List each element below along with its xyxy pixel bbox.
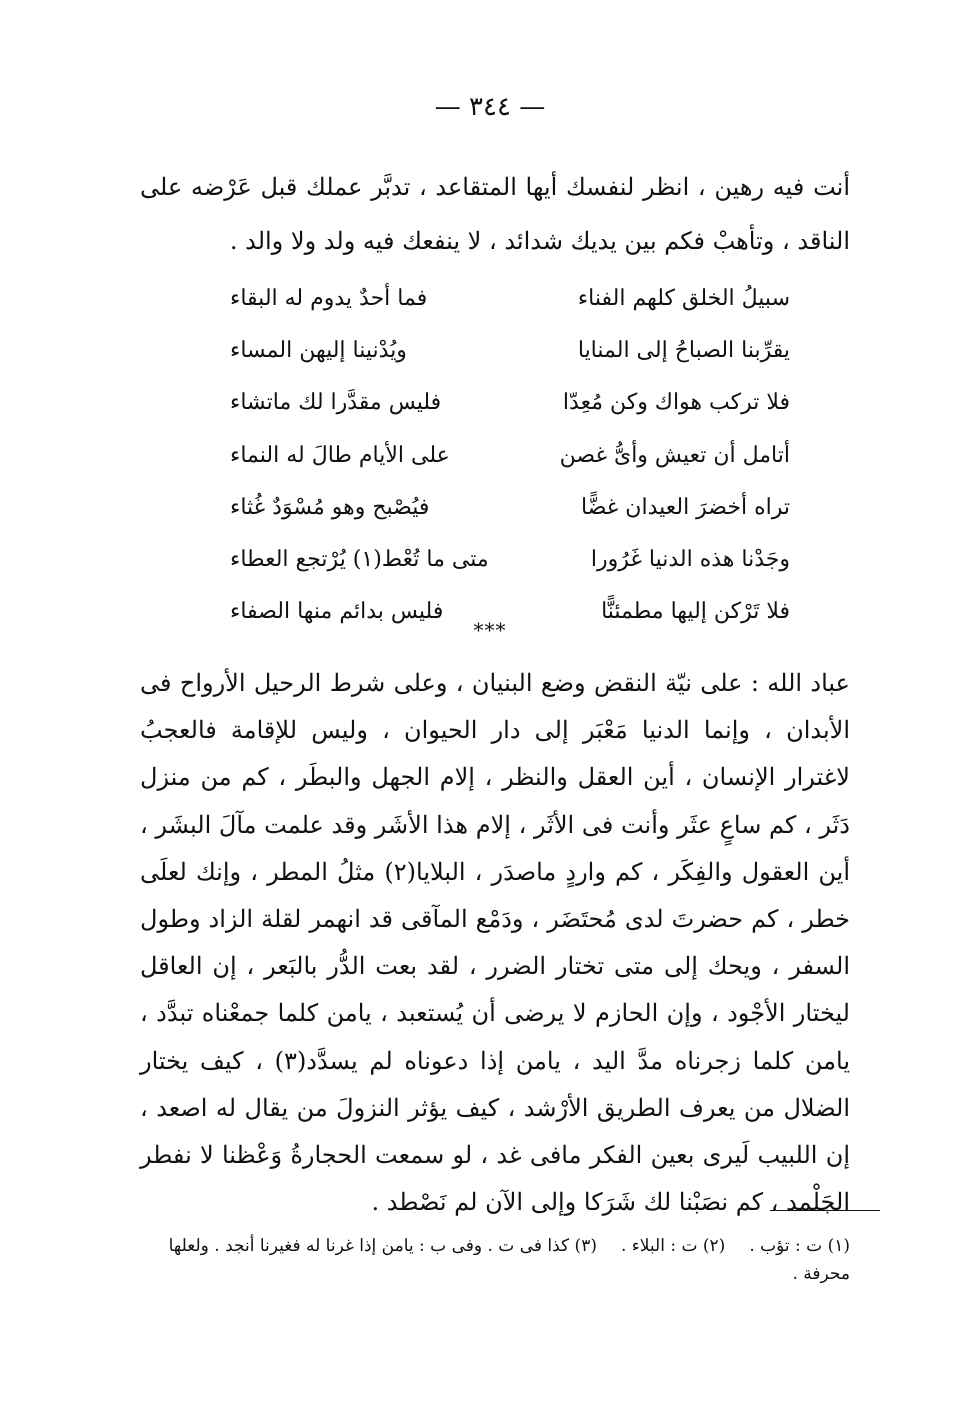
verse-second-hemistich: فما أحدٌ يدوم له البقاء xyxy=(230,285,428,311)
poem-verse xyxy=(230,533,790,585)
poem-verse xyxy=(230,481,790,533)
sermon-paragraph xyxy=(140,660,850,1226)
verse-second-hemistich: فليس مقدَّرا لك ماتشاء xyxy=(230,390,442,416)
verse-first-hemistich: يقرِّبنا الصباحُ إلى المنايا xyxy=(577,337,790,363)
poem-verse xyxy=(230,272,790,324)
verse-first-hemistich: أتامل أن تعيش وأىُّ غصن xyxy=(559,442,790,468)
poem xyxy=(230,272,790,638)
sermon-text: عباد الله : على نيّة النقض وضع البنيان ، وعلى شرط الرحيل الأرواح فى الأبدان ، وإنما الدنيا مَعْبَر إلى دار الحيوان ، وليس للإقامة فالعجبُ لاغترار الإنسان ، أين العقل والنظر ، إلام الجهل والبطَر ، كم من منزل دَثَر ، كم ساعٍ عثَر وأنت فى الأثَر ، إلام هذا الأشَر وقد علمت مآلَ البشَر ، أين العقول والفِكَر ، كم واردٍ ماصدَر ، البلايا(٢) مثلُ المطر ، وإنك لعلَى خطر ، كم حضرتَ لدى مُحتَضَر ، ودَمْع المآقى قد انهمر لقلة الزاد وطول السفر ، ويحك إلى متى تختار الضرر ، لقد بعت الدُّر بالبَعر ، إن العاقل ليختار الأجْود ، وإن الحازم لا يرضى أن يُستعبد ، يامن كلما جمعْناه تبدَّد ، يامن كلما زجرناه مدَّ اليد ، يامن إذا دعوناه لم يسدَّد(٣) ، كيف يختار الضلال من يعرف الطريق الأرْشد ، كيف يؤثر النزولَ من يقال له اصعد ، إن اللبيب لَيرى بعين الفكر مافى غد ، لو سمعت الحجارةُ وَعْظنا لا نفطر الجَلْمد ، كم نصَبْنا لك شَرَكا وإلى الآن لم نَصْطد . xyxy=(140,669,851,1217)
poem-verse xyxy=(230,429,790,481)
verse-second-hemistich: فليس بدائم منها الصفاء xyxy=(230,599,444,625)
footnote-3: (٣) كذا فى ت . وفى ب : يامن إذا غرنا له فغيرنا أنجد . ولعلها محرفة . xyxy=(168,1236,850,1284)
verse-second-hemistich: متى ما تُعْط(١) يُرْتجع العطاء xyxy=(230,547,489,573)
verse-first-hemistich: فلا تَرْكن إليها مطمئنًّا xyxy=(601,599,790,625)
footnotes xyxy=(130,1232,850,1288)
footnote-1: (١) ت : تؤب . xyxy=(749,1236,850,1256)
footnote-line xyxy=(130,1232,850,1288)
verse-second-hemistich: على الأيام طالَ له النماء xyxy=(230,442,450,468)
poem-verse xyxy=(230,377,790,429)
footnote-divider xyxy=(770,1210,880,1211)
verse-first-hemistich: سبيلُ الخلق كلهم الفناء xyxy=(577,285,790,311)
verse-first-hemistich: فلا تركب هواك وكن مُعِدّا xyxy=(562,390,790,416)
intro-paragraph xyxy=(140,160,850,268)
page-number: — ٣٤٤ — xyxy=(434,92,546,122)
verse-second-hemistich: فيُصْبح وهو مُسْوَدٌ غُثاء xyxy=(230,494,430,520)
verse-first-hemistich: وجَدْنا هذه الدنيا غَرُورا xyxy=(590,547,790,573)
verse-second-hemistich: ويُدْنينا إليهن المساء xyxy=(230,337,407,363)
poem-verse xyxy=(230,324,790,376)
section-separator: *** xyxy=(473,618,507,642)
verse-first-hemistich: تراه أخضرَ العيدان غضًّا xyxy=(581,494,790,520)
footnote-2: (٢) ت : البلاء . xyxy=(620,1236,726,1256)
intro-text: أنت فيه رهين ، انظر لنفسك أيها المتقاعد ، تدبَّر عملك قبل عَرْضه على الناقد ، وتأهبْ فكم بين يديك شدائد ، لا ينفعك فيه ولد ولا والد . xyxy=(140,173,850,255)
